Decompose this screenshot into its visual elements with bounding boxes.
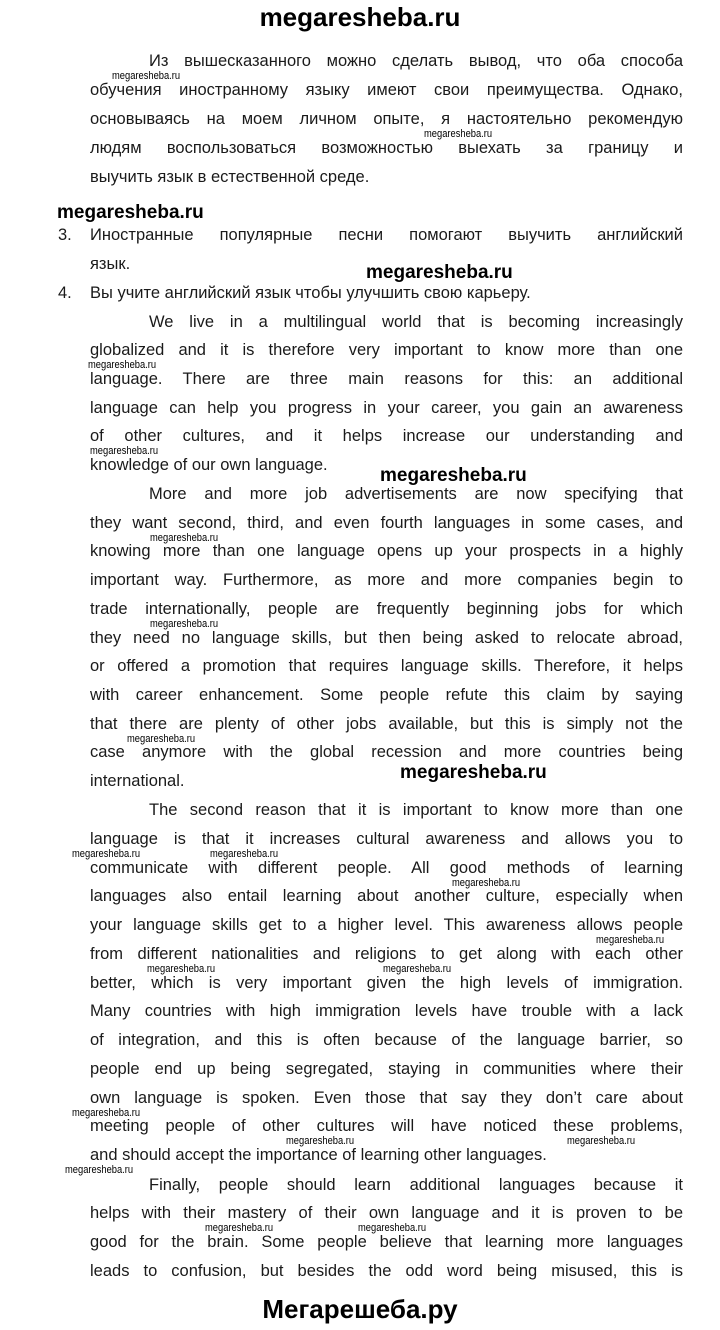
text-line: knowledge of our own language. bbox=[90, 456, 328, 474]
text-line: good for the brain. Some people believe that learning more languages bbox=[90, 1233, 683, 1251]
watermark: megaresheba.ru bbox=[65, 1164, 134, 1176]
text-line: your language skills get to a higher level. This awareness allows people bbox=[90, 916, 683, 934]
text-line: людям воспользоваться возможностью выехать за границу и bbox=[90, 139, 683, 157]
text-line: important way. Furthermore, as more and more companies begin to bbox=[90, 571, 683, 589]
watermark: megaresheba.ru bbox=[452, 877, 521, 889]
text-line: The second reason that it is important to know more than one bbox=[149, 801, 683, 819]
text-line: better, which is very important given the high levels of immigration. bbox=[90, 974, 683, 992]
text-line: they want second, third, and even fourth languages in some cases, and bbox=[90, 514, 683, 532]
list-number: 4. bbox=[58, 284, 72, 302]
text-line: More and more job advertisements are now specifying that bbox=[149, 485, 683, 503]
watermark: megaresheba.ru bbox=[88, 359, 157, 371]
text-line: case anymore with the global recession and more countries being bbox=[90, 743, 683, 761]
text-line: and should accept the importance of learning other languages. bbox=[90, 1146, 547, 1164]
watermark: megaresheba.ru bbox=[150, 532, 219, 544]
text-line: knowing more than one language opens up your prospects in a highly bbox=[90, 542, 683, 560]
watermark: megaresheba.ru bbox=[150, 618, 219, 630]
text-line: or offered a promotion that requires language skills. Therefore, it helps bbox=[90, 657, 683, 675]
text-line: of integration, and this is often because of the language barrier, so bbox=[90, 1031, 683, 1049]
watermark: megaresheba.ru bbox=[358, 1222, 427, 1234]
watermark: megaresheba.ru bbox=[210, 848, 279, 860]
text-line: Finally, people should learn additional languages because it bbox=[149, 1176, 683, 1194]
watermark: megaresheba.ru bbox=[596, 934, 665, 946]
watermark: megaresheba.ru bbox=[90, 445, 159, 457]
text-line: основываясь на моем личном опыте, я настоятельно рекомендую bbox=[90, 110, 683, 128]
watermark: megaresheba.ru bbox=[383, 963, 452, 975]
text-line: meeting people of other cultures will have noticed these problems, bbox=[90, 1117, 683, 1135]
text-line: they need no language skills, but then being asked to relocate abroad, bbox=[90, 629, 683, 647]
text-line: language is that it increases cultural awareness and allows you to bbox=[90, 830, 683, 848]
watermark: megaresheba.ru bbox=[380, 465, 527, 486]
list-item-text: язык. bbox=[90, 255, 131, 273]
text-line: own language is spoken. Even those that say they don’t care about bbox=[90, 1089, 683, 1107]
text-line: Many countries with high immigration levels have trouble with a lack bbox=[90, 1002, 683, 1020]
watermark: megaresheba.ru bbox=[127, 733, 196, 745]
watermark: megaresheba.ru bbox=[567, 1135, 636, 1147]
watermark: megaresheba.ru bbox=[424, 128, 493, 140]
text-line: from different nationalities and religions to get along with each other bbox=[90, 945, 683, 963]
watermark: megaresheba.ru bbox=[205, 1222, 274, 1234]
text-line: language. There are three main reasons for this: an additional bbox=[90, 370, 683, 388]
list-number: 3. bbox=[58, 226, 72, 244]
text-line: Из вышесказанного можно сделать вывод, что оба способа bbox=[149, 52, 683, 70]
watermark: megaresheba.ru bbox=[72, 848, 141, 860]
watermark: megaresheba.ru bbox=[400, 762, 547, 783]
text-line: обучения иностранному языку имеют свои преимущества. Однако, bbox=[90, 81, 683, 99]
text-line: language can help you progress in your career, you gain an awareness bbox=[90, 399, 683, 417]
text-line: communicate with different people. All good methods of learning bbox=[90, 859, 683, 877]
watermark: megaresheba.ru bbox=[72, 1107, 141, 1119]
text-line: languages also entail learning about another culture, especially when bbox=[90, 887, 683, 905]
list-item-text: Вы учите английский язык чтобы улучшить свою карьеру. bbox=[90, 284, 531, 302]
text-line: выучить язык в естественной среде. bbox=[90, 168, 370, 186]
list-item-text: Иностранные популярные песни помогают выучить английский bbox=[90, 226, 683, 244]
watermark: megaresheba.ru bbox=[112, 70, 181, 82]
text-line: people end up being segregated, staying in communities where their bbox=[90, 1060, 683, 1078]
text-line: international. bbox=[90, 772, 185, 790]
text-line: with career enhancement. Some people refute this claim by saying bbox=[90, 686, 683, 704]
text-line: that there are plenty of other jobs available, but this is simply not the bbox=[90, 715, 683, 733]
site-header: megaresheba.ru bbox=[259, 2, 461, 32]
watermark: megaresheba.ru bbox=[366, 262, 513, 283]
text-line: of other cultures, and it helps increase our understanding and bbox=[90, 427, 683, 445]
text-line: leads to confusion, but besides the odd word being misused, this is bbox=[90, 1262, 683, 1280]
text-line: globalized and it is therefore very important to know more than one bbox=[90, 341, 683, 359]
text-line: We live in a multilingual world that is becoming increasingly bbox=[149, 313, 683, 331]
watermark: megaresheba.ru bbox=[286, 1135, 355, 1147]
watermark: megaresheba.ru bbox=[57, 202, 204, 223]
text-line: helps with their mastery of their own language and it is proven to be bbox=[90, 1204, 683, 1222]
text-line: trade internationally, people are frequently beginning jobs for which bbox=[90, 600, 683, 618]
watermark: megaresheba.ru bbox=[147, 963, 216, 975]
site-footer: Мегарешеба.ру bbox=[262, 1294, 458, 1324]
